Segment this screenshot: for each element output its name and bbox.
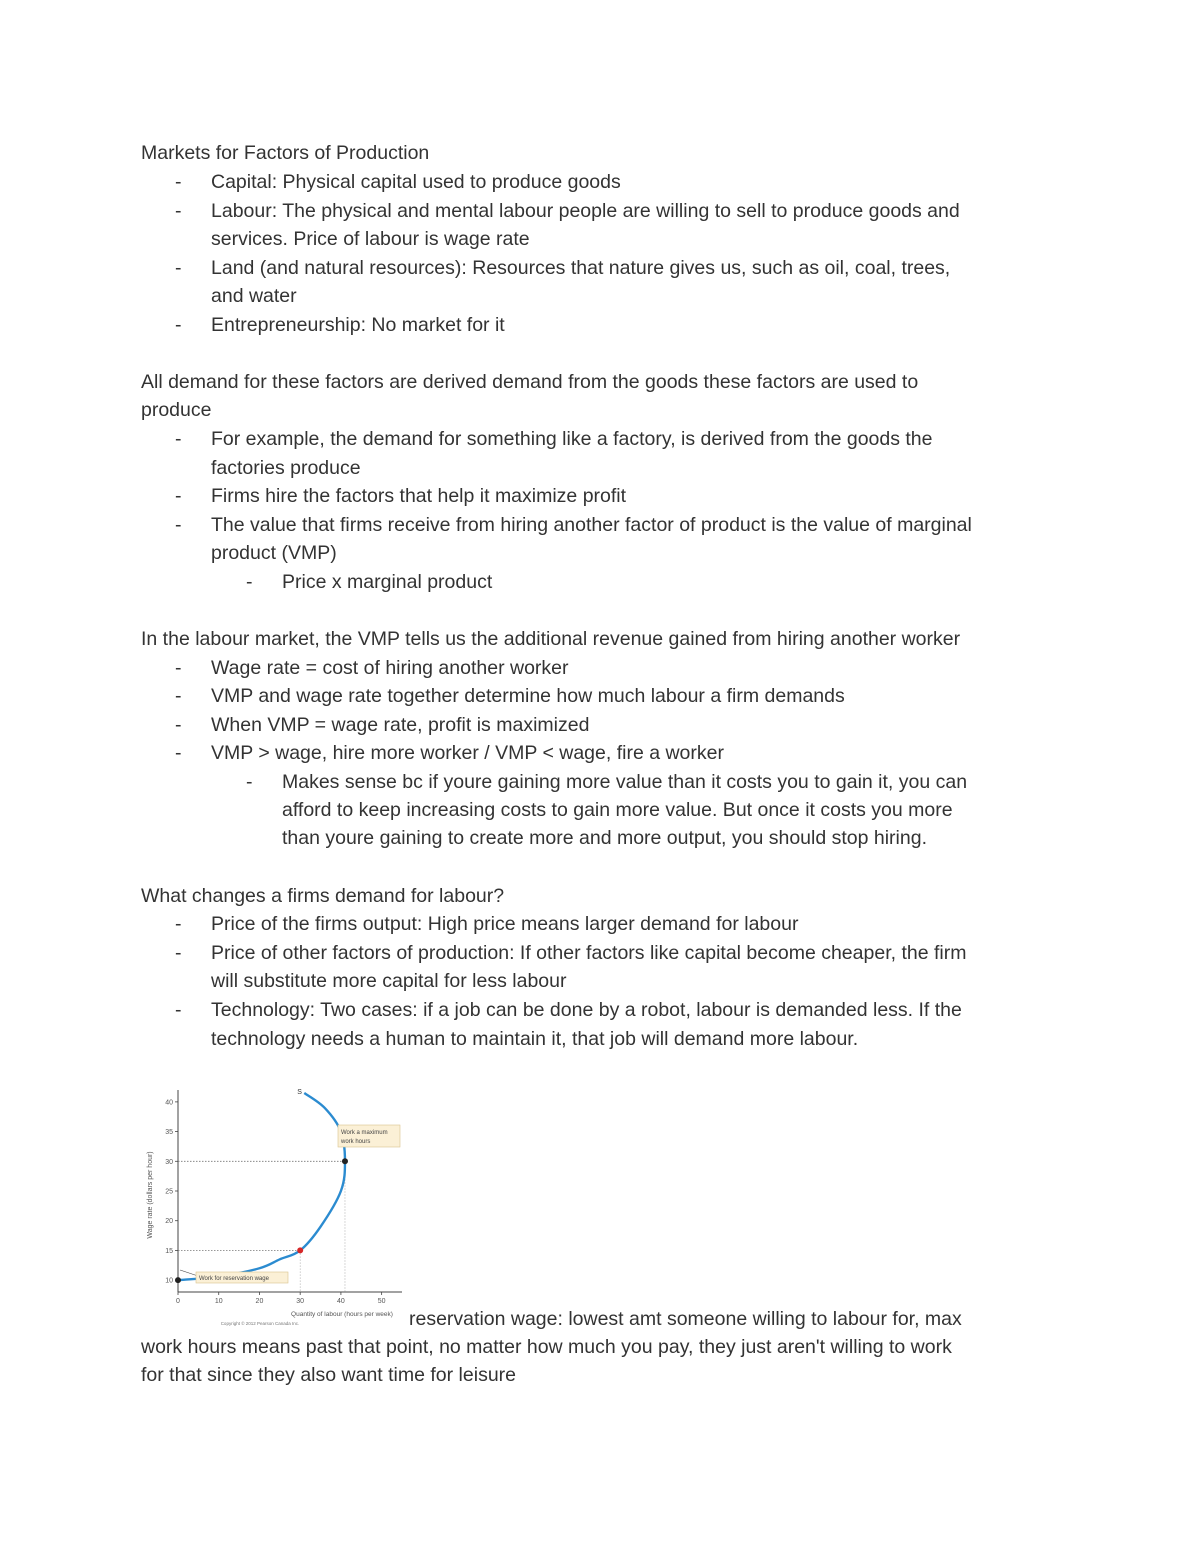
bullet-dash: - [175, 514, 182, 536]
caption-line-3: for that since they also want time for leisure [141, 1364, 517, 1386]
sub-bullet-makes-sense-1: Makes sense bc if youre gaining more value than it costs you to gain it, you can [282, 771, 968, 793]
bullet-dash: - [175, 200, 182, 222]
bullet-dash: - [175, 257, 182, 279]
y-tick-label: 35 [165, 1129, 173, 1137]
bullet-factory-example: For example, the demand for something like a factory, is derived from the goods the [211, 428, 933, 450]
bullet-capital: Capital: Physical capital used to produce goods [211, 171, 621, 193]
caption-line-2: work hours means past that point, no matter how much you pay, they just aren't willing to work [141, 1336, 952, 1358]
sub-bullet-dash: - [246, 771, 253, 793]
annotation-reservation-pointer [180, 1270, 198, 1276]
x-tick-label: 20 [255, 1298, 264, 1305]
bullet-other-factors-cont: will substitute more capital for less labour [211, 970, 567, 992]
annotation-reservation-text: Work for reservation wage [199, 1276, 269, 1282]
y-tick-label: 20 [165, 1218, 173, 1226]
bullet-dash: - [175, 913, 182, 935]
y-tick-label: 40 [165, 1099, 173, 1107]
bullet-land: Land (and natural resources): Resources that nature gives us, such as oil, coal, trees, [211, 257, 951, 279]
bullet-wage-rate: Wage rate = cost of hiring another worker [211, 657, 569, 679]
x-axis-label: Quantity of labour (hours per week) [291, 1311, 393, 1318]
heading-derived-demand: All demand for these factors are derived demand from the goods these factors are used to [141, 371, 919, 393]
bullet-vmp-definition: The value that firms receive from hiring another factor of product is the value of marginal [211, 514, 972, 536]
bullet-dash: - [175, 171, 182, 193]
y-tick-label: 30 [165, 1158, 173, 1166]
sub-bullet-makes-sense-2: afford to keep increasing costs to gain more value. But once it costs you more [282, 799, 953, 821]
bullet-technology: Technology: Two cases: if a job can be done by a robot, labour is demanded less. If the [211, 999, 962, 1021]
x-tick-label: 10 [214, 1298, 223, 1305]
sub-bullet-makes-sense-3: than youre gaining to create more and more output, you should stop hiring. [282, 827, 927, 849]
bullet-factory-example-cont: factories produce [211, 457, 361, 479]
bullet-dash: - [175, 314, 182, 336]
heading-demand-changes: What changes a firms demand for labour? [141, 885, 505, 907]
bullet-maximize-profit: Firms hire the factors that help it maximize profit [211, 485, 627, 507]
heading-derived-demand-cont: produce [141, 399, 212, 421]
labour-supply-chart [140, 1080, 410, 1330]
bullet-entrepreneurship: Entrepreneurship: No market for it [211, 314, 505, 336]
annotation-max-hours [338, 1125, 400, 1147]
y-axis-label: Wage rate (dollars per hour) [147, 1151, 154, 1239]
chart-points [175, 1158, 348, 1283]
annotation-max-hours-text-2: work hours [341, 1139, 371, 1145]
annotation-reservation-wage [180, 1270, 288, 1283]
bullet-dash: - [175, 742, 182, 764]
x-tick-label: 30 [296, 1298, 305, 1305]
supply-curve [178, 1093, 345, 1280]
bullet-vmp-wage-determine: VMP and wage rate together determine how much labour a firm demands [211, 685, 845, 707]
bullet-dash: - [175, 714, 182, 736]
bullet-hire-fire: VMP > wage, hire more worker / VMP < wage, fire a worker [211, 742, 724, 764]
y-tick-label: 15 [165, 1247, 173, 1255]
bullet-output-price: Price of the firms output: High price means larger demand for labour [211, 913, 799, 935]
sub-bullet-dash: - [246, 571, 253, 593]
chart-point [342, 1158, 348, 1164]
bullet-dash: - [175, 942, 182, 964]
x-tick-label: 40 [337, 1298, 345, 1305]
sub-bullet-price-mp: Price x marginal product [282, 571, 493, 593]
bullet-profit-max: When VMP = wage rate, profit is maximized [211, 714, 590, 736]
bullet-dash: - [175, 999, 182, 1021]
bullet-dash: - [175, 485, 182, 507]
bullet-labour-cont: services. Price of labour is wage rate [211, 228, 530, 250]
supply-curve-label: S [297, 1088, 302, 1096]
bullet-land-cont: and water [211, 285, 297, 307]
y-tick-label: 25 [165, 1188, 173, 1196]
copyright-note: Copyright © 2012 Pearson Canada Inc. [220, 1321, 300, 1326]
bullet-technology-cont: technology needs a human to maintain it, that job will demand more labour. [211, 1028, 859, 1050]
heading-labour-market: In the labour market, the VMP tells us the additional revenue gained from hiring another worker [141, 628, 961, 650]
x-tick-label: 50 [377, 1298, 386, 1305]
bullet-labour: Labour: The physical and mental labour people are willing to sell to produce goods and [211, 200, 960, 222]
bullet-other-factors: Price of other factors of production: If other factors like capital become cheaper, the firm [211, 942, 967, 964]
bullet-dash: - [175, 428, 182, 450]
bullet-vmp-definition-cont: product (VMP) [211, 542, 337, 564]
chart-point [175, 1277, 181, 1283]
bullet-dash: - [175, 685, 182, 707]
heading-markets-factors: Markets for Factors of Production [141, 142, 430, 164]
annotation-max-hours-text-1: Work a maximum [341, 1130, 388, 1136]
x-tick-label: 0 [176, 1298, 180, 1305]
chart-axes [178, 1090, 402, 1292]
y-tick-label: 10 [165, 1277, 173, 1285]
caption-line-1: reservation wage: lowest amt someone willing to labour for, max [409, 1308, 962, 1330]
bullet-dash: - [175, 657, 182, 679]
chart-point [297, 1247, 303, 1253]
